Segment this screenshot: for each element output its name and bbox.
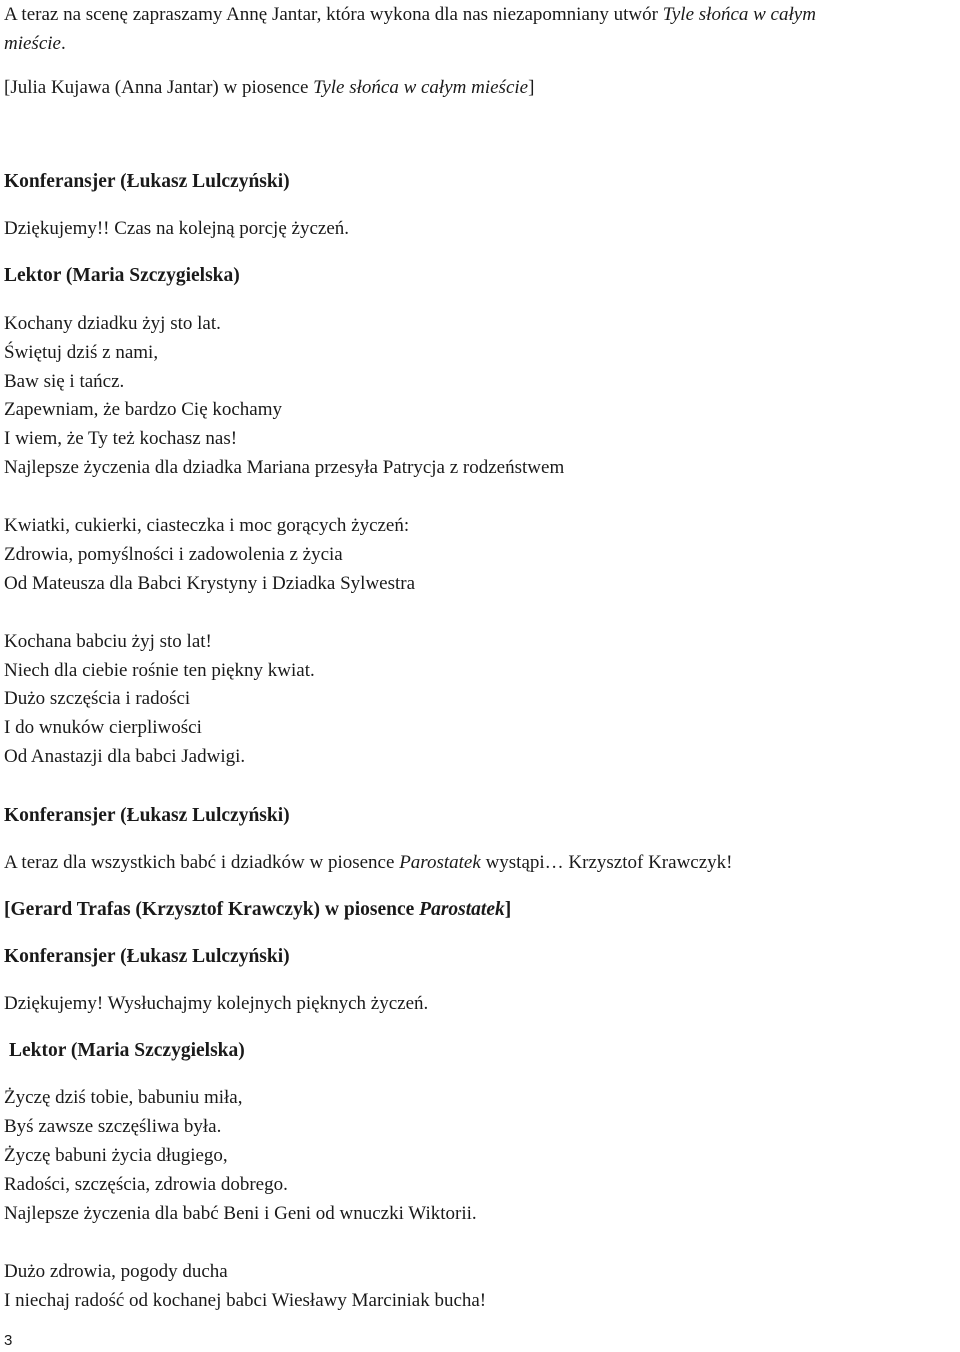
poem3-line: Od Anastazji dla babci Jadwigi. (4, 746, 246, 767)
announcement-line (4, 852, 732, 874)
stage-song-title: Tyle słońca w całym mieście (313, 77, 529, 98)
lektor-heading-2: Lektor (Maria Szczygielska) (9, 1040, 245, 1061)
poem5-line: I niechaj radość od kochanej babci Wiesławy Marciniak bucha! (4, 1290, 487, 1311)
poem5-line: Dużo zdrowia, pogody ducha (4, 1261, 228, 1282)
speaker-heading-2: Konferansjer (Łukasz Lulczyński) (4, 805, 290, 826)
stage-direction-close: ] (504, 899, 512, 920)
page-number: 3 (4, 1332, 13, 1349)
poem4-line: Byś zawsze szczęśliwa była. (4, 1116, 222, 1137)
poem3-line: Niech dla ciebie rośnie ten piękny kwiat. (4, 660, 315, 681)
speaker-line-1: Dziękujemy!! Czas na kolejną porcję życzeń. (4, 218, 350, 239)
speaker-heading-1: Konferansjer (Łukasz Lulczyński) (4, 171, 290, 192)
stage-direction-text: [Julia Kujawa (Anna Jantar) w piosence (4, 77, 314, 98)
poem1-line: Baw się i tańcz. (4, 371, 125, 392)
stage-direction-2 (4, 899, 511, 921)
stage-direction-text: [Gerard Trafas (Krzysztof Krawczyk) w piosence (4, 899, 420, 920)
poem3-line: Kochana babciu żyj sto lat! (4, 631, 212, 652)
intro-period: . (60, 33, 66, 54)
poem4-line: Najlepsze życzenia dla babć Beni i Geni od wnuczki Wiktorii. (4, 1203, 477, 1224)
speaker-line-3: Dziękujemy! Wysłuchajmy kolejnych pięknych życzeń. (4, 993, 429, 1014)
lektor-heading-1: Lektor (Maria Szczygielska) (4, 265, 240, 286)
announcement-song-title: Parostatek (399, 852, 481, 873)
poem3-line: Dużo szczęścia i radości (4, 688, 191, 709)
poem3-line: I do wnuków cierpliwości (4, 717, 202, 738)
poem4-line: Życzę dziś tobie, babuniu miła, (4, 1087, 243, 1108)
poem1-line: Najlepsze życzenia dla dziadka Mariana przesyła Patrycja z rodzeństwem (4, 457, 565, 478)
intro-line-2 (4, 33, 66, 55)
announcement-performer: wystąpi… Krzysztof Krawczyk! (480, 852, 733, 873)
poem2-line: Kwiatki, cukierki, ciasteczka i moc gorących życzeń: (4, 515, 410, 536)
poem1-line: Zapewniam, że bardzo Cię kochamy (4, 399, 283, 420)
stage-direction-close: ] (528, 77, 535, 98)
poem4-line: Radości, szczęścia, zdrowia dobrego. (4, 1174, 288, 1195)
intro-text: A teraz na scenę zapraszamy Annę Jantar, która wykona dla nas niezapomniany utwór (4, 4, 663, 25)
poem1-line: I wiem, że Ty też kochasz nas! (4, 428, 238, 449)
song-title-continued: mieście (4, 33, 61, 54)
stage-song-title: Parostatek (419, 899, 505, 920)
poem1-line: Kochany dziadku żyj sto lat. (4, 313, 221, 334)
announcement-text: A teraz dla wszystkich babć i dziadków w piosence (4, 852, 400, 873)
poem1-line: Świętuj dziś z nami, (4, 342, 159, 363)
stage-direction-1 (4, 77, 534, 99)
song-title: Tyle słońca w całym (662, 4, 816, 25)
poem2-line: Zdrowia, pomyślności i zadowolenia z życia (4, 544, 343, 565)
speaker-heading-3: Konferansjer (Łukasz Lulczyński) (4, 946, 290, 967)
intro-line-1 (4, 4, 816, 26)
poem2-line: Od Mateusza dla Babci Krystyny i Dziadka Sylwestra (4, 573, 416, 594)
poem4-line: Życzę babuni życia długiego, (4, 1145, 228, 1166)
